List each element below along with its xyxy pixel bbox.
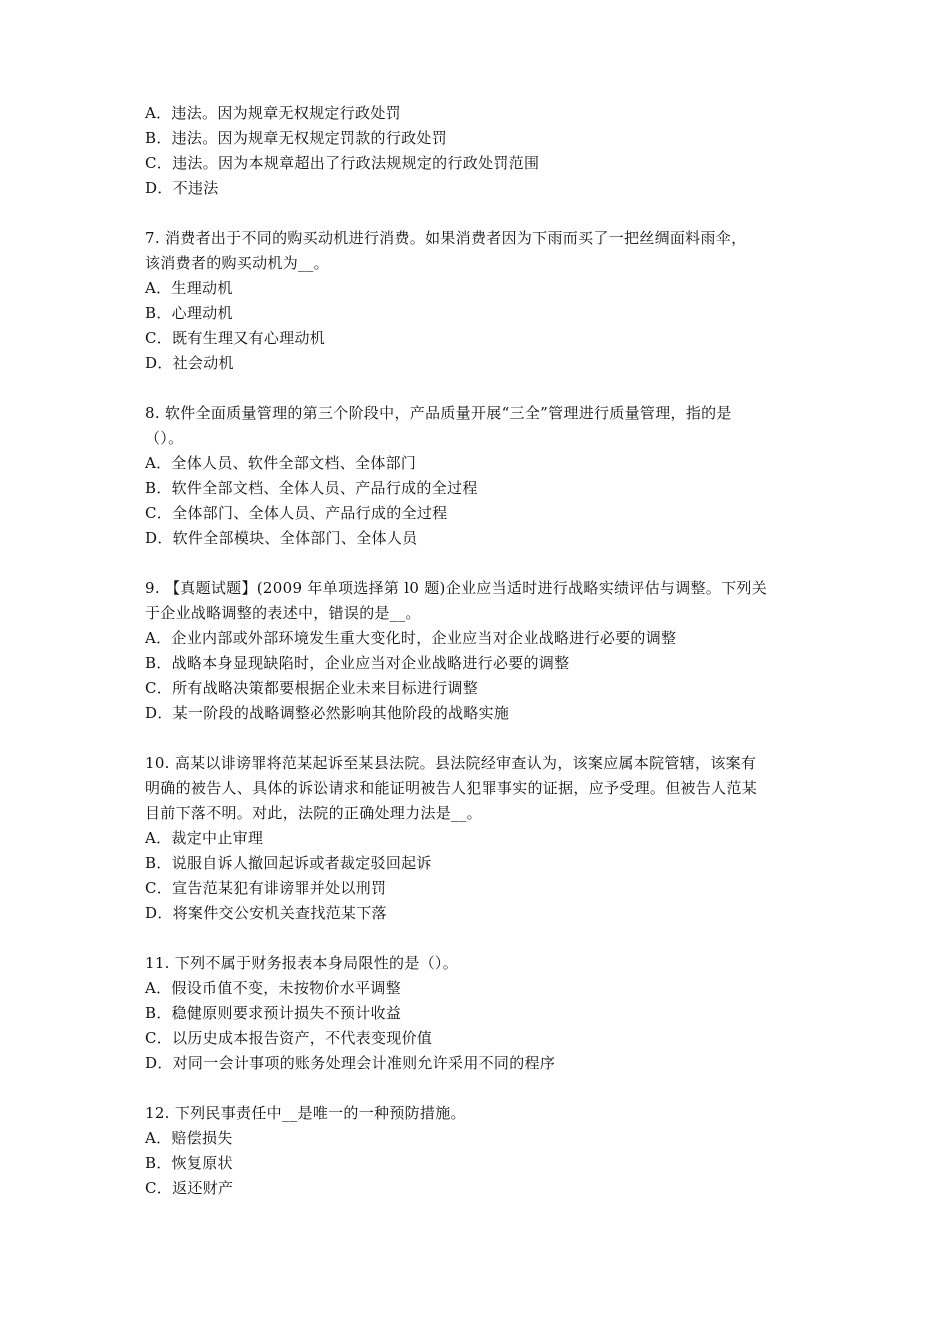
answer-option: B．心理动机 xyxy=(145,304,233,322)
answer-option: C．既有生理又有心理动机 xyxy=(145,329,326,347)
answer-option: B．恢复原状 xyxy=(145,1154,233,1172)
answer-option: C．宣告范某犯有诽谤罪并处以刑罚 xyxy=(145,879,387,897)
answer-option: C．违法。因为本规章超出了行政法规规定的行政处罚范围 xyxy=(145,154,540,172)
block-spacer xyxy=(145,551,815,576)
question-stem-line: 8. 软件全面质量管理的第三个阶段中，产品质量开展“三全”管理进行质量管理，指的是 xyxy=(145,404,732,422)
question-stem-line: 9. 【真题试题】(2009 年单项选择第 l0 题)企业应当适时进行战略实绩评估与调整。下列关 xyxy=(145,579,768,597)
block-spacer xyxy=(145,1076,815,1101)
question-stem-line: 7. 消费者出于不同的购买动机进行消费。如果消费者因为下雨而买了一把丝绸面料雨伞， xyxy=(145,229,747,247)
question-block xyxy=(145,401,815,551)
answer-option: A．假设币值不变，未按物价水平调整 xyxy=(145,979,401,997)
question-block xyxy=(145,226,815,376)
answer-option: B．稳健原则要求预计损失不预计收益 xyxy=(145,1004,402,1022)
block-spacer xyxy=(145,201,815,226)
answer-option: C．返还财产 xyxy=(145,1179,234,1197)
question-stem-line: （）。 xyxy=(145,429,184,447)
answer-option: C．所有战略决策都要根据企业未来目标进行调整 xyxy=(145,679,479,697)
answer-option: B．战略本身显现缺陷时，企业应当对企业战略进行必要的调整 xyxy=(145,654,570,672)
option-block xyxy=(145,101,815,201)
question-stem-line: 12. 下列民事责任中__是唯一的一种预防措施。 xyxy=(145,1104,466,1122)
answer-option: C．以历史成本报告资产，不代表变现价值 xyxy=(145,1029,433,1047)
question-stem-line: 目前下落不明。对此，法院的正确处理力法是__。 xyxy=(145,804,482,822)
answer-option: C．全体部门、全体人员、产品行成的全过程 xyxy=(145,504,448,522)
block-spacer xyxy=(145,376,815,401)
answer-option: A．赔偿损失 xyxy=(145,1129,233,1147)
question-block xyxy=(145,951,815,1076)
answer-option: D．软件全部模块、全体部门、全体人员 xyxy=(145,529,418,547)
answer-option: D．对同一会计事项的账务处理会计准则允许采用不同的程序 xyxy=(145,1054,556,1072)
block-spacer xyxy=(145,726,815,751)
question-block xyxy=(145,751,815,926)
answer-option: D．将案件交公安机关查找范某下落 xyxy=(145,904,387,922)
answer-option: D．不违法 xyxy=(145,179,219,197)
answer-option: A．企业内部或外部环境发生重大变化时，企业应当对企业战略进行必要的调整 xyxy=(145,629,677,647)
question-stem-line: 11. 下列不属于财务报表本身局限性的是（）。 xyxy=(145,954,459,972)
answer-option: D．某一阶段的战略调整必然影响其他阶段的战略实施 xyxy=(145,704,510,722)
question-stem-line: 10. 高某以诽谤罪将范某起诉至某县法院。县法院经审查认为，该案应属本院管辖，该案有 xyxy=(145,754,757,772)
answer-option: D．社会动机 xyxy=(145,354,234,372)
answer-option: A．生理动机 xyxy=(145,279,233,297)
question-block xyxy=(145,1101,815,1201)
block-spacer xyxy=(145,926,815,951)
question-stem-line: 于企业战略调整的表述中，错误的是__。 xyxy=(145,604,421,622)
document-page xyxy=(145,101,815,1201)
question-block xyxy=(145,576,815,726)
answer-option: B．软件全部文档、全体人员、产品行成的全过程 xyxy=(145,479,478,497)
answer-option: A．裁定中止审理 xyxy=(145,829,264,847)
question-stem-line: 该消费者的购买动机为__。 xyxy=(145,254,329,272)
answer-option: B．说服自诉人撤回起诉或者裁定驳回起诉 xyxy=(145,854,432,872)
answer-option: B．违法。因为规章无权规定罚款的行政处罚 xyxy=(145,129,448,147)
answer-option: A．全体人员、软件全部文档、全体部门 xyxy=(145,454,417,472)
answer-option: A．违法。因为规章无权规定行政处罚 xyxy=(145,104,401,122)
question-stem-line: 明确的被告人、具体的诉讼请求和能证明被告人犯罪事实的证据，应予受理。但被告人范某 xyxy=(145,779,758,797)
